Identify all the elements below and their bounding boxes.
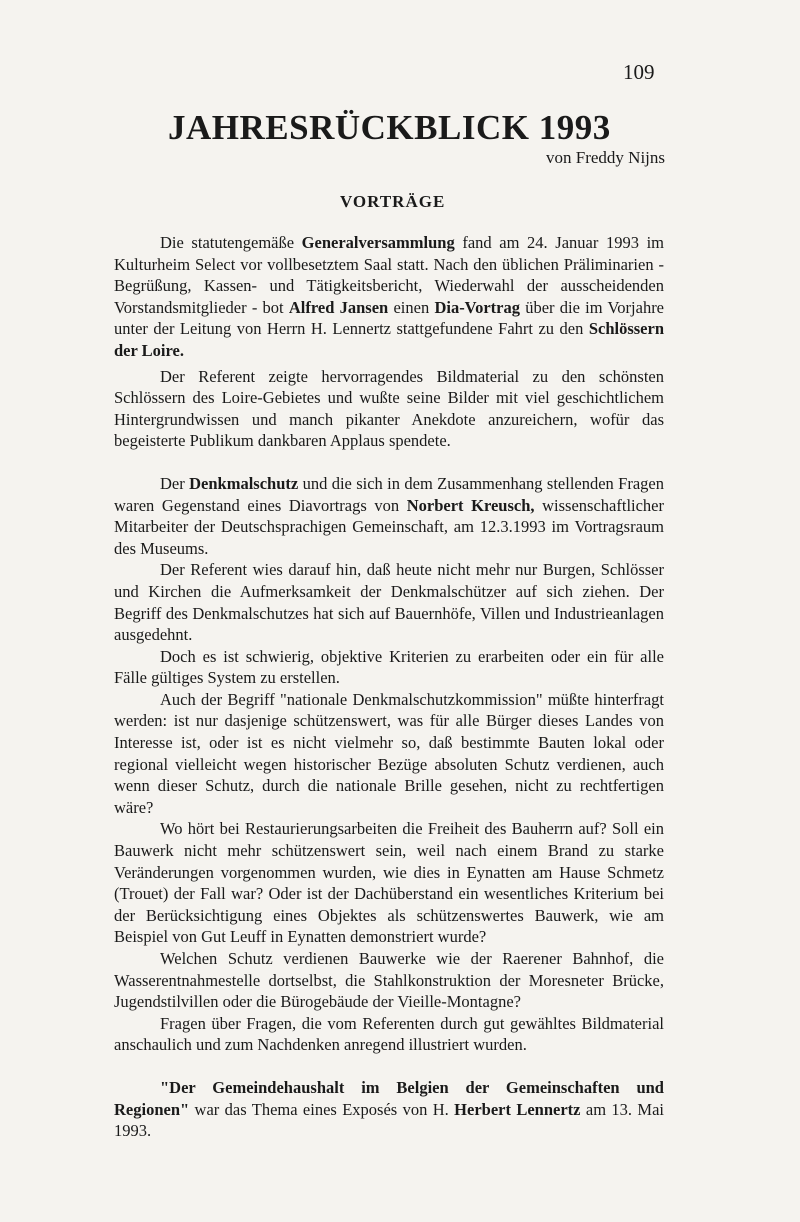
paragraph-1: Die statutengemäße Generalversammlung fand am 24. Januar 1993 im Kulturheim Select vor vollbesetztem Saal statt. Nach den üblichen Präliminarien - Begrüßung, Kassen- und Tätigkeitsbericht, Wiederwahl der ausscheidenden Vorstandsmitglieder - bot Alfred Jansen einen Dia-Vortrag über die im Vorjahre unter der Leitung von Herrn H. Lennertz stattgefundene Fahrt zu den Schlössern der Loire.	[114, 233, 665, 360]
paragraph-9: Fragen über Fragen, die vom Referenten durch gut gewähltes Bildmaterial anschaulich und zum Nachdenken anregend illustriert wurden.	[114, 1013, 664, 1055]
article-title: JAHRESRÜCKBLICK 1993	[168, 108, 611, 147]
paragraph-3: Der Denkmalschutz und die sich in dem Zusammenhang stellenden Fragen waren Gegenstand eines Diavortrags von Norbert Kreusch, wissenschaftlicher Mitarbeiter der Deutschsprachigen Gemeinschaft, am 12.3.1993 im Vortragsraum des Museums.	[114, 473, 664, 558]
paragraph-10: "Der Gemeindehaushalt im Belgien der Gemeinschaften und Regionen" war das Thema eines Exposés von H. Herbert Lennertz am 13. Mai 1993.	[114, 1077, 664, 1141]
paragraph-7: Wo hört bei Restaurierungsarbeiten die Freiheit des Bauherrn auf? Soll ein Bauwerk nicht mehr schützenswert sein, weil nach einem Brand zu starke Veränderungen vorgenommen wurden, wie dies in Eynatten am Hause Schmetz (Trouet) der Fall war? Oder ist der Dachüberstand ein wesentliches Kriterium bei der Berücksichtigung eines Objektes als schützenswertes Bauwerk, wie am Beispiel von Gut Leuff in Eynatten demonstriert wurde?	[114, 819, 664, 947]
section-heading: VORTRÄGE	[340, 192, 446, 211]
paragraph-2: Der Referent zeigte hervorragendes Bildmaterial zu den schönsten Schlössern des Loire-Gebietes und wußte seine Bilder mit viel geschichtlichem Hintergrundwissen und manch pikanter Anekdote anzureichern, wofür das begeisterte Publikum dankbaren Applaus spendete.	[114, 366, 664, 451]
paragraph-6: Auch der Begriff "nationale Denkmalschutzkommission" müßte hinterfragt werden: ist nur dasjenige schützenswert, was für alle Bürger dieses Landes von Interesse ist, oder ist es nicht vielmehr so, daß bestimmte Bauten lokal oder regional vielleicht wegen historischer Bezüge absoluten Schutz verdienen, auch wenn dieser Schutz, durch die nationale Brille gesehen, nicht zu rechtfertigen wäre?	[114, 689, 664, 817]
paragraph-4: Der Referent wies darauf hin, daß heute nicht mehr nur Burgen, Schlösser und Kirchen die Aufmerksamkeit der Denkmalschützer auf sich ziehen. Der Begriff des Denkmalschutzes hat sich auf Bauernhöfe, Villen und Industrieanlagen ausgedehnt.	[114, 560, 664, 645]
paragraph-5: Doch es ist schwierig, objektive Kriterien zu erarbeiten oder ein für alle Fälle gültiges System zu erstellen.	[114, 646, 664, 688]
paragraph-8: Welchen Schutz verdienen Bauwerke wie der Raerener Bahnhof, die Wasserentnahmestelle dortselbst, die Stahlkonstruktion der Moresneter Brücke, Jugendstilvillen oder die Bürogebäude der Vieille-Montagne?	[114, 949, 664, 1012]
author-line: von Freddy Nijns	[546, 148, 665, 167]
page-number: 109	[623, 60, 655, 84]
article-body	[114, 232, 664, 1142]
